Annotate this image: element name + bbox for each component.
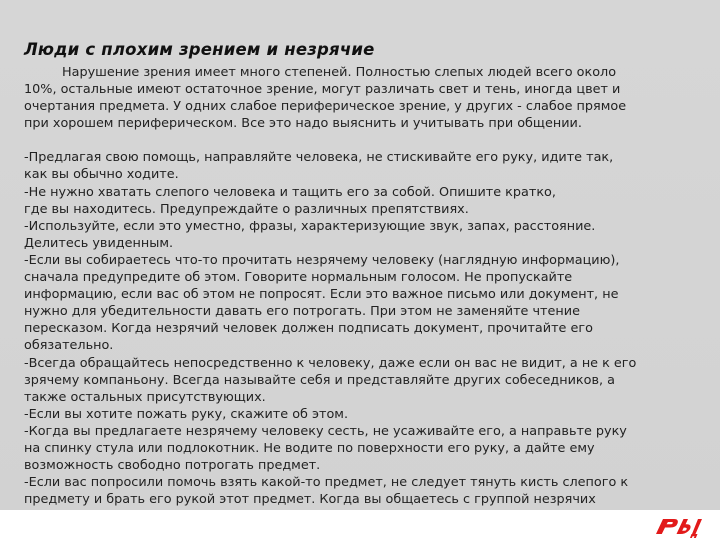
tip-line: как вы обычно ходите. bbox=[24, 167, 179, 183]
tip-line: -Всегда обращайтесь непосредственно к человеку, даже если он вас не видит, а не к его bbox=[24, 355, 637, 371]
intro-line: при хорошем периферическом. Все это надо выяснить и учитывать при общении. bbox=[24, 116, 582, 132]
paragraph-gap bbox=[24, 132, 696, 149]
tip-line: -Если вы хотите пожать руку, скажите об этом. bbox=[24, 406, 349, 422]
slide-body bbox=[24, 64, 696, 508]
tip-line: -Используйте, если это уместно, фразы, характеризующие звук, запах, расстояние. bbox=[24, 218, 596, 234]
tip-line: информацию, если вас об этом не попросят. Если это важное письмо или документ, не bbox=[24, 287, 619, 303]
intro-line: 10%, остальные имеют остаточное зрение, могут различать свет и тень, иногда цвет и bbox=[24, 82, 621, 98]
tip-line: -Если вас попросили помочь взять какой-то предмет, не следует тянуть кисть слепого к bbox=[24, 475, 629, 491]
tip-line: сначала предупредите об этом. Говорите нормальным голосом. Не пропускайте bbox=[24, 270, 573, 286]
rzd-logo-mark bbox=[656, 519, 702, 538]
slide-title: Люди с плохим зрением и незрячие bbox=[24, 40, 375, 59]
tip-line: на спинку стула или подлокотник. Не водите по поверхности его руку, а дайте ему bbox=[24, 440, 595, 456]
tip-line: -Когда вы предлагаете незрячему человеку сесть, не усаживайте его, а направьте руку bbox=[24, 423, 627, 439]
tip-line: предмету и брать его рукой этот предмет. Когда вы общаетесь с группой незрячих bbox=[24, 492, 596, 508]
footer-strip bbox=[0, 510, 720, 540]
tip-line: нужно для убедительности давать его потрогать. При этом не заменяйте чтение bbox=[24, 304, 580, 320]
intro-line: Нарушение зрения имеет много степеней. Полностью слепых людей всего около bbox=[62, 65, 617, 80]
tip-line: -Не нужно хватать слепого человека и тащить его за собой. Опишите кратко, bbox=[24, 184, 556, 200]
tip-line: где вы находитесь. Предупреждайте о различных препятствиях. bbox=[24, 201, 469, 217]
tip-line: -Предлагая свою помощь, направляйте человека, не стискивайте его руку, идите так, bbox=[24, 150, 614, 166]
tip-line: Делитесь увиденным. bbox=[24, 235, 174, 251]
tip-line: зрячему компаньону. Всегда называйте себя и представляйте других собеседников, а bbox=[24, 372, 615, 388]
tip-line: обязательно. bbox=[24, 338, 114, 354]
tip-line: -Если вы собираетесь что-то прочитать незрячему человеку (наглядную информацию), bbox=[24, 252, 620, 268]
tip-line: также остальных присутствующих. bbox=[24, 389, 266, 405]
tip-line: возможность свободно потрогать предмет. bbox=[24, 458, 321, 474]
intro-line: очертания предмета. У одних слабое периферическое зрение, у других - слабое прямое bbox=[24, 99, 627, 115]
tip-line: пересказом. Когда незрячий человек должен подписать документ, прочитайте его bbox=[24, 321, 593, 337]
rzd-logo-icon bbox=[654, 512, 702, 538]
